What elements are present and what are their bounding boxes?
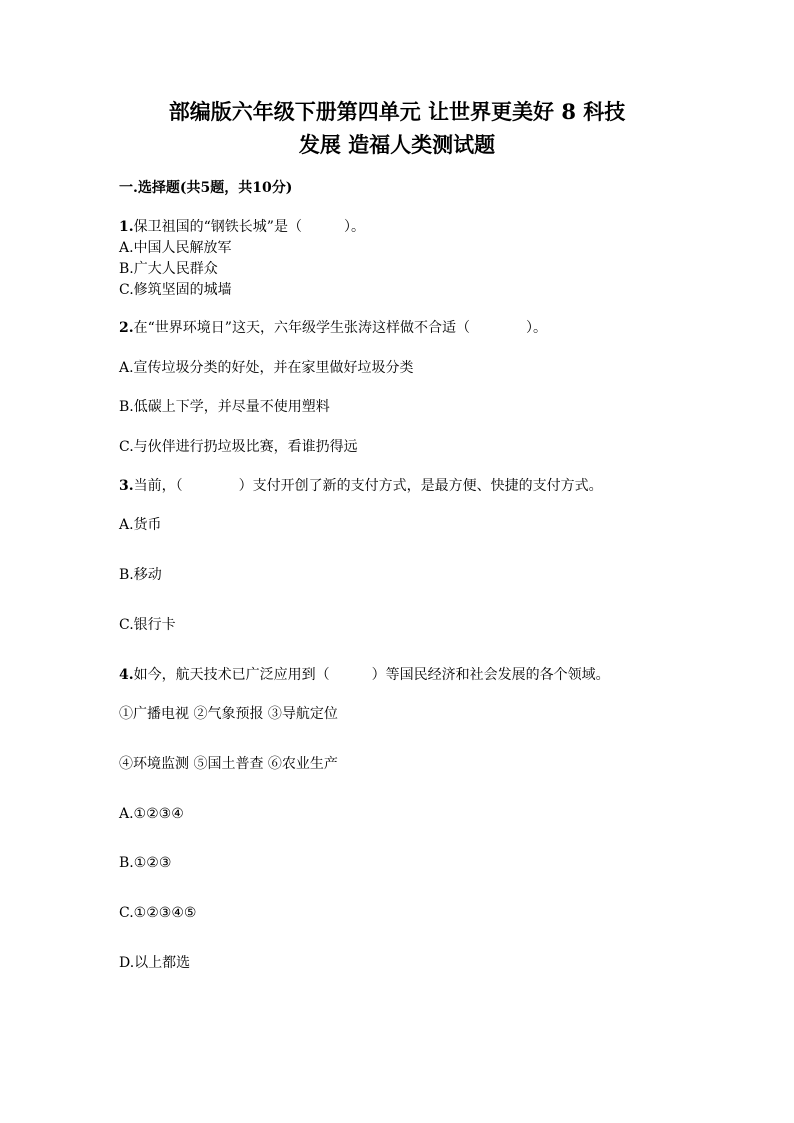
question-number: 3. bbox=[119, 478, 134, 494]
question-text: 在“世界环境日”这天，六年级学生张涛这样做不合适（ ）。 bbox=[133, 320, 547, 336]
page-title-line-2: 发展 造福人类测试题 bbox=[298, 132, 496, 157]
question-1-stem bbox=[119, 217, 365, 237]
question-3-option-a: A.货币 bbox=[119, 517, 162, 533]
question-number: 1. bbox=[119, 219, 134, 235]
question-text: 保卫祖国的“钢铁长城”是（ ）。 bbox=[133, 219, 365, 235]
section-heading: 一.选择题(共5题，共10分) bbox=[119, 180, 293, 196]
question-1-option-a: A.中国人民解放军 bbox=[119, 240, 232, 256]
question-1-option-c: C.修筑坚固的城墙 bbox=[119, 282, 232, 298]
question-number: 2. bbox=[119, 320, 134, 336]
question-3-option-b: B.移动 bbox=[119, 567, 162, 583]
question-4-option-b: B.①②③ bbox=[119, 855, 172, 871]
question-4-option-a: A.①②③④ bbox=[119, 806, 184, 822]
question-2-option-b: B.低碳上下学，并尽量不使用塑料 bbox=[119, 399, 330, 415]
question-1-option-b: B.广大人民群众 bbox=[119, 261, 218, 277]
question-2-option-c: C.与伙伴进行扔垃圾比赛，看谁扔得远 bbox=[119, 439, 358, 455]
question-4-items-2: ④环境监测 ⑤国土普查 ⑥农业生产 bbox=[119, 756, 338, 772]
question-4-option-c: C.①②③④⑤ bbox=[119, 905, 197, 921]
page-title-line-1: 部编版六年级下册第四单元 让世界更美好 8 科技 bbox=[168, 99, 626, 124]
question-text: 当前，（ ）支付开创了新的支付方式，是最方便、快捷的支付方式。 bbox=[133, 478, 603, 494]
question-2-stem bbox=[119, 318, 547, 338]
question-3-stem bbox=[119, 476, 603, 496]
question-4-option-d: D.以上都选 bbox=[119, 955, 191, 971]
question-text: 如今，航天技术已广泛应用到（ ）等国民经济和社会发展的各个领域。 bbox=[133, 667, 610, 683]
question-4-stem bbox=[119, 665, 610, 685]
question-4-items-1: ①广播电视 ②气象预报 ③导航定位 bbox=[119, 706, 338, 722]
question-number: 4. bbox=[119, 667, 134, 683]
question-3-option-c: C.银行卡 bbox=[119, 617, 176, 633]
question-2-option-a: A.宣传垃圾分类的好处，并在家里做好垃圾分类 bbox=[119, 360, 414, 376]
